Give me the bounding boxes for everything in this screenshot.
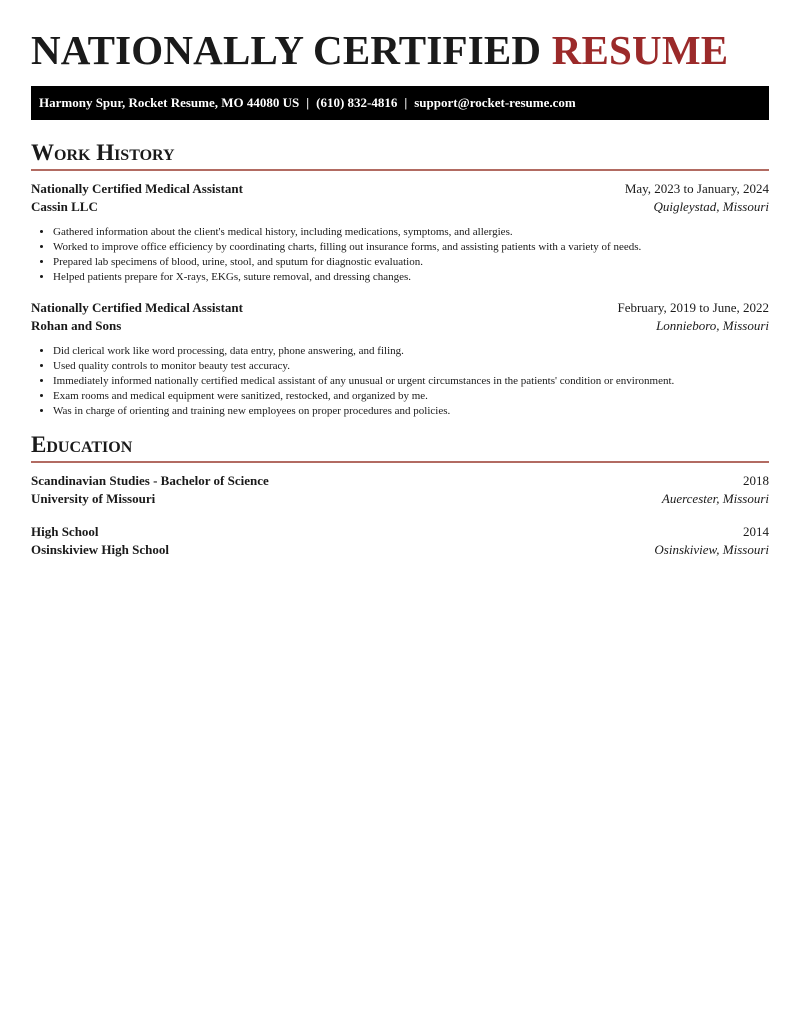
job-company: Cassin LLC	[31, 199, 98, 214]
title-main: NATIONALLY CERTIFIED	[31, 27, 542, 73]
job-dates: May, 2023 to January, 2024	[624, 181, 769, 196]
contact-separator: |	[306, 95, 310, 110]
job-bullet: • Exam rooms and medical equipment were sanitized, restocked, and organized by me.	[53, 389, 769, 404]
job-bullet: • Prepared lab specimens of blood, urine, stool, and sputum for diagnostic evaluation.	[53, 255, 769, 270]
job-entry	[31, 300, 769, 419]
job-bullets	[31, 344, 769, 419]
job-dates: February, 2019 to June, 2022	[617, 300, 769, 315]
education-degree: High School	[31, 524, 99, 539]
resume-title	[31, 26, 728, 74]
job-bullet: • Gathered information about the client's medical history, including medications, symptoms, and allergies.	[53, 225, 769, 240]
job-bullet: • Was in charge of orienting and training new employees on proper procedures and policies.	[53, 404, 769, 419]
education-year: 2014	[743, 524, 769, 539]
education-school: Osinskiview High School	[31, 542, 169, 557]
contact-bar	[31, 86, 769, 120]
job-bullet: • Immediately informed nationally certified medical assistant of any unusual or urgent circumstances in the patients' condition or environment.	[53, 374, 769, 389]
job-company: Rohan and Sons	[31, 318, 122, 333]
education-entry	[31, 473, 769, 509]
job-title: Nationally Certified Medical Assistant	[31, 300, 243, 315]
job-bullets	[31, 225, 769, 285]
job-bullet: • Used quality controls to monitor beauty test accuracy.	[53, 359, 769, 374]
contact-phone: (610) 832-4816	[316, 95, 398, 110]
education-year: 2018	[743, 473, 769, 488]
title-accent: RESUME	[551, 27, 729, 73]
contact-address: Harmony Spur, Rocket Resume, MO 44080 US	[39, 95, 300, 110]
work-history-heading: Work History	[31, 140, 769, 171]
job-location: Quigleystad, Missouri	[653, 199, 769, 214]
education-location: Osinskiview, Missouri	[654, 542, 769, 557]
job-title: Nationally Certified Medical Assistant	[31, 181, 243, 196]
education-location: Auercester, Missouri	[661, 491, 769, 506]
contact-email: support@rocket-resume.com	[414, 95, 576, 110]
job-bullet: • Helped patients prepare for X-rays, EKGs, suture removal, and dressing changes.	[53, 270, 769, 285]
job-entry	[31, 181, 769, 285]
education-school: University of Missouri	[31, 491, 156, 506]
education-degree: Scandinavian Studies - Bachelor of Science	[31, 473, 269, 488]
education-heading: Education	[31, 432, 769, 463]
contact-separator: |	[404, 95, 408, 110]
job-bullet: • Worked to improve office efficiency by coordinating charts, filling out insurance forms, and assisting patients with a variety of needs.	[53, 240, 769, 255]
education-entry	[31, 524, 769, 560]
job-location: Lonnieboro, Missouri	[656, 318, 769, 333]
job-bullet: • Did clerical work like word processing, data entry, phone answering, and filing.	[53, 344, 769, 359]
